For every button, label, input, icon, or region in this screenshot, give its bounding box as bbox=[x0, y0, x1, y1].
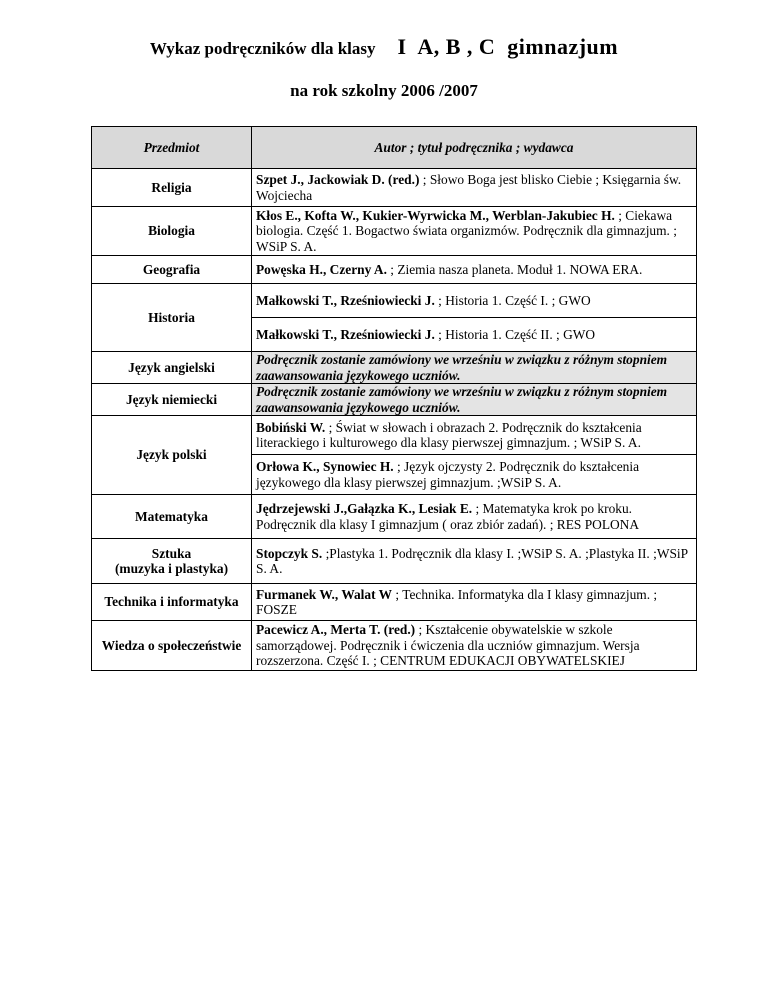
book-details: ; Kształcenie obywatelskie w szkole samorządowej. Podręcznik i ćwiczenia dla uczniów gimnazjum. Wersja rozszerzona. Część I. ; CENTRUM EDUKACJI OBYWATELSKIEJ bbox=[256, 622, 640, 669]
book-cell bbox=[252, 495, 697, 539]
header-book: Autor ; tytuł podręcznika ; wydawca bbox=[252, 127, 697, 169]
book-details: ; Ciekawa biologia. Część 1. Bogactwo świata organizmów. Podręcznik dla gimnazjum. ; WSiP S. A. bbox=[256, 207, 677, 254]
book-details: ; Technika. Informatyka dla I klasy gimnazjum. ; FOSZE bbox=[256, 586, 658, 617]
subject-cell: Wiedza o społeczeństwie bbox=[92, 621, 252, 671]
table-row bbox=[92, 284, 697, 318]
table-row bbox=[92, 621, 697, 671]
title-classes: I A, B , C gimnazjum bbox=[397, 34, 619, 59]
note-cell: Podręcznik zostanie zamówiony we wrześniu w związku z różnym stopniem zaawansowania językowego uczniów. bbox=[252, 352, 697, 384]
book-details: ; Język ojczysty 2. Podręcznik do kształcenia językowego dla klasy pierwszej gimnazjum. ;WSiP S. A. bbox=[256, 459, 640, 490]
table-row bbox=[92, 256, 697, 284]
document-title bbox=[0, 34, 768, 60]
book-cell bbox=[252, 169, 697, 207]
book-details: ; Historia 1. Część I. ; GWO bbox=[434, 292, 591, 308]
book-cell bbox=[252, 318, 697, 352]
title-text: Wykaz podręczników dla klasy bbox=[149, 39, 376, 58]
subject-line-1: Sztuka bbox=[151, 545, 192, 561]
book-author: Furmanek W., Walat W bbox=[256, 586, 393, 602]
table-row bbox=[92, 352, 697, 384]
book-details: ; Ziemia nasza planeta. Moduł 1. NOWA ERA. bbox=[386, 261, 643, 277]
table-row bbox=[92, 584, 697, 621]
textbook-table bbox=[91, 126, 697, 671]
book-author: Stopczyk S. bbox=[256, 545, 323, 561]
school-year-subtitle: na rok szkolny 2006 /2007 bbox=[290, 81, 478, 100]
table-header-row bbox=[92, 127, 697, 169]
book-author: Pacewicz A., Merta T. (red.) bbox=[256, 622, 416, 638]
book-author: Szpet J., Jackowiak D. (red.) bbox=[256, 172, 420, 187]
book-author: Jędrzejewski J.,Gałązka K., Lesiak E. bbox=[256, 501, 473, 516]
book-details: ; Słowo Boga jest blisko Ciebie ; Księgarnia św. Wojciecha bbox=[256, 172, 682, 203]
book-cell bbox=[252, 455, 697, 495]
book-cell bbox=[252, 284, 697, 318]
book-details: ; Matematyka krok po kroku. Podręcznik dla klasy I gimnazjum ( oraz zbiór zadań). ; RES POLONA bbox=[256, 501, 640, 532]
subject-cell: Biologia bbox=[92, 207, 252, 256]
book-author: Bobiński W. bbox=[256, 419, 326, 435]
subject-cell: Geografia bbox=[92, 256, 252, 284]
subject-cell: Język niemiecki bbox=[92, 384, 252, 416]
book-author: Powęska H., Czerny A. bbox=[256, 261, 387, 277]
subject-line-2: (muzyka i plastyka) bbox=[114, 561, 229, 576]
book-author: Kłos E., Kofta W., Kukier-Wyrwicka M., Werblan-Jakubiec H. bbox=[256, 207, 615, 223]
book-cell bbox=[252, 256, 697, 284]
book-details: ; Historia 1. Część II. ; GWO bbox=[434, 326, 596, 342]
book-author: Małkowski T., Rześniowiecki J. bbox=[256, 292, 435, 308]
book-details: ;Plastyka 1. Podręcznik dla klasy I. ;WSiP S. A. ;Plastyka II. ;WSiP S. A. bbox=[256, 545, 688, 576]
book-author: Orłowa K., Synowiec H. bbox=[256, 459, 394, 474]
book-cell bbox=[252, 207, 697, 256]
book-cell bbox=[252, 621, 697, 671]
subject-cell: Język polski bbox=[92, 416, 252, 495]
header-subject: Przedmiot bbox=[92, 127, 252, 169]
note-cell: Podręcznik zostanie zamówiony we wrześniu w związku z różnym stopniem zaawansowania językowego uczniów. bbox=[252, 384, 697, 416]
book-cell bbox=[252, 539, 697, 584]
subject-cell: Religia bbox=[92, 169, 252, 207]
table-row bbox=[92, 207, 697, 256]
book-cell bbox=[252, 584, 697, 621]
table-row bbox=[92, 384, 697, 416]
subject-cell: Język angielski bbox=[92, 352, 252, 384]
table-row bbox=[92, 416, 697, 455]
subject-cell bbox=[92, 539, 252, 584]
subject-cell: Matematyka bbox=[92, 495, 252, 539]
subject-cell: Historia bbox=[92, 284, 252, 352]
book-details: ; Świat w słowach i obrazach 2. Podręcznik do kształcenia literackiego i kulturowego dla klasy pierwszej gimnazjum. ; WSiP S. A. bbox=[256, 419, 642, 450]
table-row bbox=[92, 539, 697, 584]
book-author: Małkowski T., Rześniowiecki J. bbox=[256, 326, 435, 342]
table-row bbox=[92, 495, 697, 539]
subject-cell: Technika i informatyka bbox=[92, 584, 252, 621]
book-cell bbox=[252, 416, 697, 455]
table-row bbox=[92, 169, 697, 207]
